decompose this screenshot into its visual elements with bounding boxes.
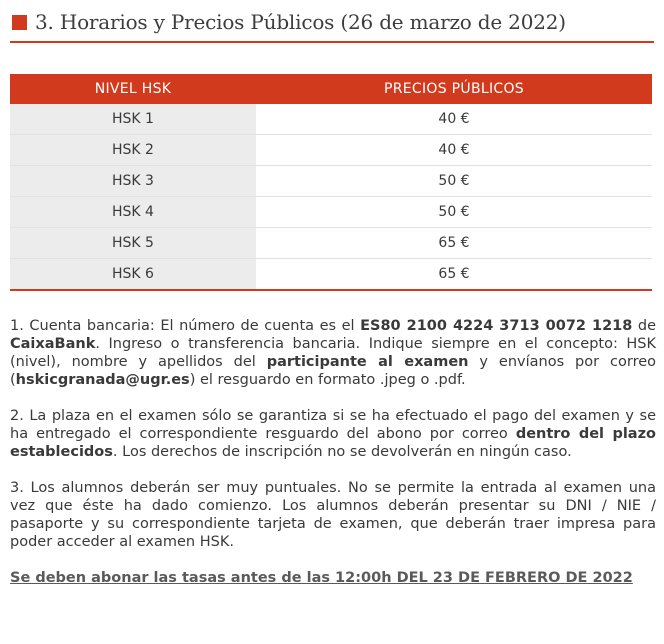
section-title: 3. Horarios y Precios Públicos (26 de marzo de 2022): [35, 10, 566, 34]
section-heading: [12, 10, 566, 34]
table-row: [10, 166, 652, 197]
price-cell: 50 €: [256, 197, 652, 228]
table-row: [10, 197, 652, 228]
payment-deadline: Se deben abonar las tasas antes de las 12:00h DEL 23 DE FEBRERO DE 2022: [10, 570, 633, 586]
level-cell: HSK 3: [10, 166, 256, 197]
header-price: PRECIOS PÚBLICOS: [256, 74, 652, 104]
price-cell: 65 €: [256, 259, 652, 291]
level-cell: HSK 2: [10, 135, 256, 166]
level-cell: HSK 1: [10, 104, 256, 135]
note-payment-guarantee: 2. La plaza en el examen sólo se garantiza si se ha efectuado el pago del examen y se ha entregado el correspondiente resguardo del abono por correo dentro del plazo establecidos. Los derechos de inscripción no se devolverán en ningún caso.: [10, 408, 656, 460]
table-row: [10, 228, 652, 259]
price-cell: 40 €: [256, 104, 652, 135]
price-cell: 40 €: [256, 135, 652, 166]
price-cell: 50 €: [256, 166, 652, 197]
note-punctuality: 3. Los alumnos deberán ser muy puntuales. No se permite la entrada al examen una vez que éste ha dado comienzo. Los alumnos deberán presentar su DNI / NIE / pasaporte y su correspondiente tarjeta de examen, que deberán traer impresa para poder acceder al examen HSK.: [10, 480, 656, 550]
level-cell: HSK 6: [10, 259, 256, 291]
level-cell: HSK 5: [10, 228, 256, 259]
table-row: [10, 259, 652, 291]
notes-section: [10, 317, 656, 587]
table-row: [10, 135, 652, 166]
note-bank-account: 1. Cuenta bancaria: El número de cuenta es el ES80 2100 4224 3713 0072 1218 de CaixaBank. Ingreso o transferencia bancaria. Indique siempre en el concepto: HSK (nivel), nombre y apellidos del participante al examen y envíanos por correo (hskicgranada@ugr.es) el resguardo en formato .jpeg o .pdf.: [10, 318, 657, 388]
table-row: [10, 104, 652, 135]
bank-name: CaixaBank: [10, 336, 96, 352]
heading-divider: [10, 41, 654, 43]
bullet-square-icon: [12, 15, 27, 30]
prices-table: [10, 74, 652, 291]
header-level: NIVEL HSK: [10, 74, 256, 104]
account-number: ES80 2100 4224 3713 0072 1218: [360, 318, 633, 334]
deadline-term: dentro del plazo establecidos: [10, 426, 656, 460]
participant-term: participante al examen: [266, 354, 469, 370]
table-header-row: [10, 74, 652, 104]
level-cell: HSK 4: [10, 197, 256, 228]
contact-email: hskicgranada@ugr.es: [15, 372, 190, 388]
price-cell: 65 €: [256, 228, 652, 259]
